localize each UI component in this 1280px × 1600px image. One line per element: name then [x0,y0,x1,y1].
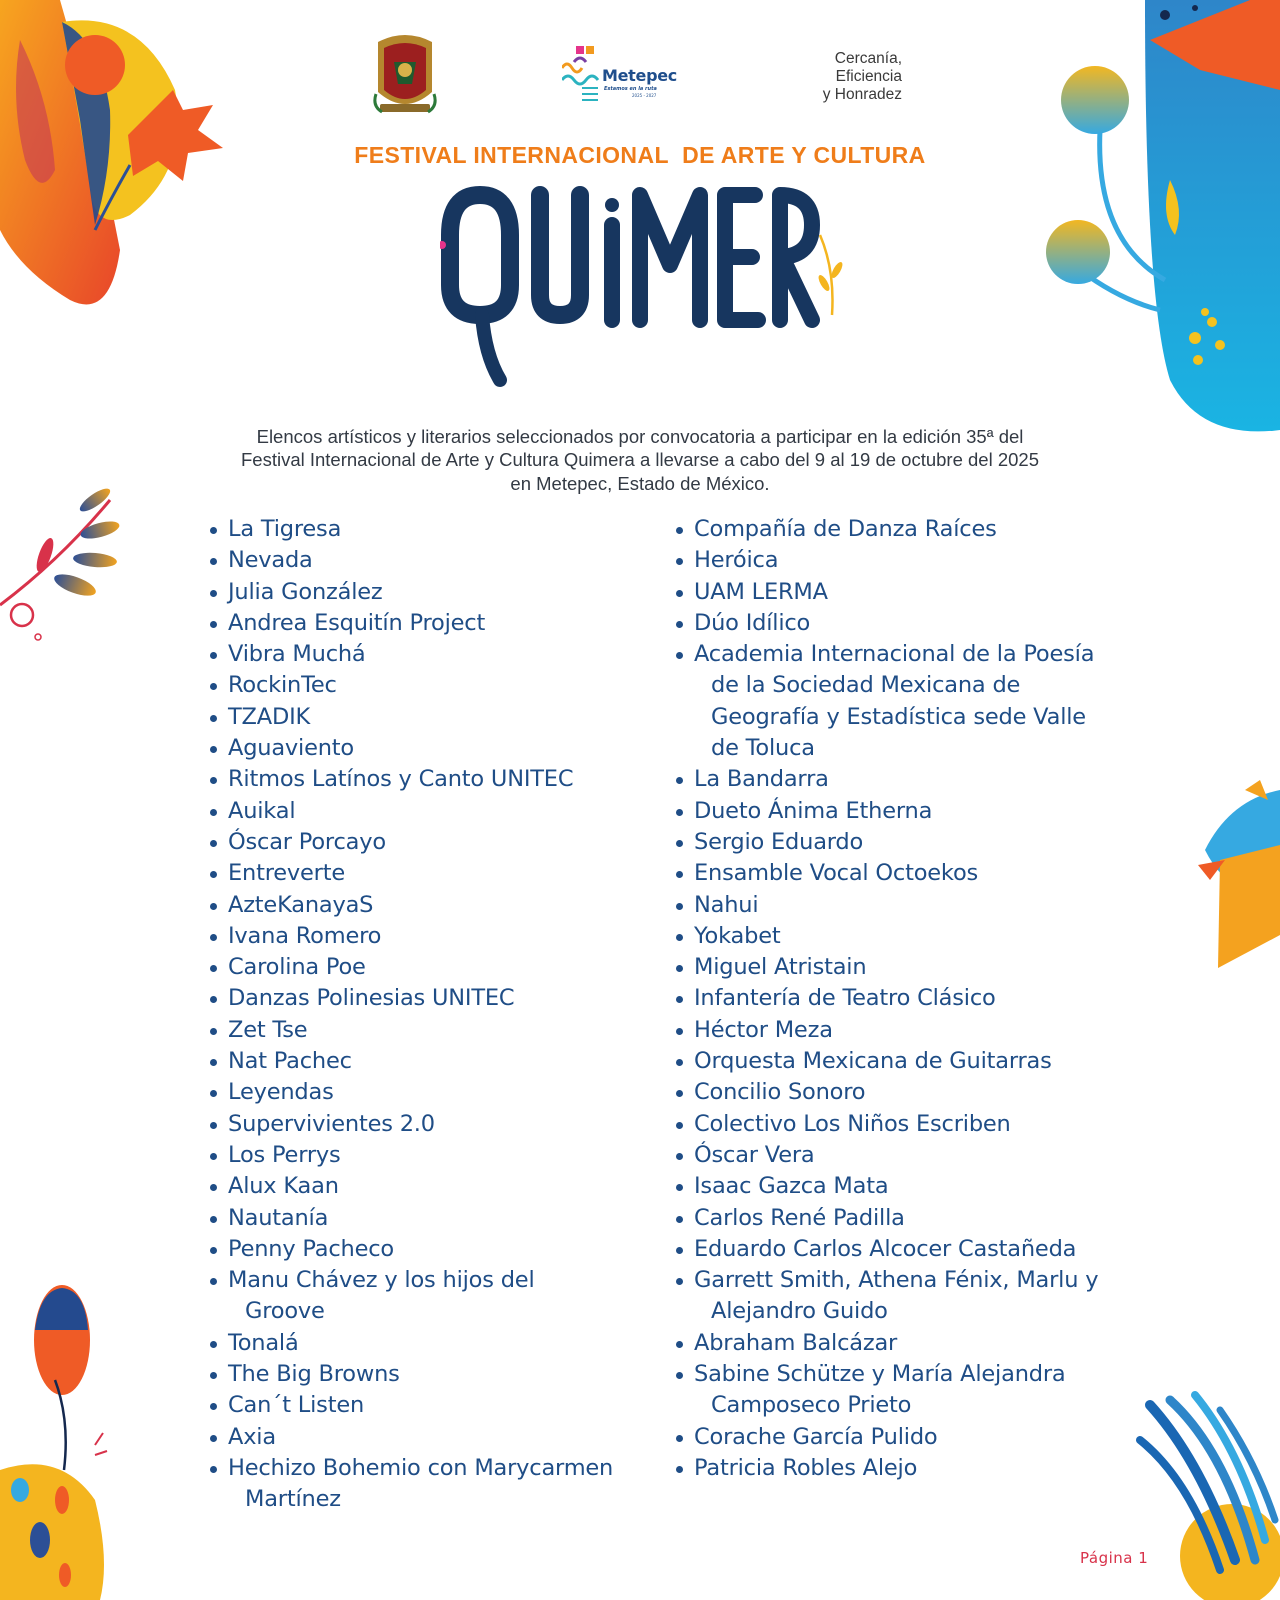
participant-item [674,1453,1149,1484]
participant-name: Heróica [694,547,779,574]
slogan [780,50,902,104]
participant-name: Ritmos Latínos y Canto UNITEC [228,766,574,793]
participant-name: Aguaviento [228,735,354,762]
participant-name: Supervivientes 2.0 [228,1110,435,1137]
participant-name: Julia González [228,578,383,605]
participant-item [674,983,1149,1014]
participant-name: Concilio Sonoro [694,1079,866,1106]
participant-name: Héctor Meza [694,1016,833,1043]
participant-item [674,1171,1149,1202]
intro-line: Elencos artísticos y literarios seleccionados por convocatoria a participar en la edición 35ª del [256,425,1024,447]
coat-of-arms-icon [372,32,438,118]
participant-name: Carolina Poe [228,954,366,981]
participant-name: Compañía de Danza Raíces [694,516,997,542]
participant-name: Danzas Polinesias UNITEC [228,985,515,1012]
participant-item [208,1203,648,1234]
participant-item [208,827,648,858]
participant-name: Dúo Idílico [694,609,811,636]
participant-item [208,1109,648,1140]
participant-name: Isaac Gazca Mata [694,1173,889,1200]
participant-name: Tonalá [228,1329,299,1356]
participant-item [208,1359,648,1390]
participant-item [208,577,648,608]
participant-item [674,1203,1149,1234]
participant-name: Nautanía [228,1204,329,1231]
participant-name: Carlos René Padilla [694,1204,905,1231]
participant-name: AzteKanayaS [228,891,374,918]
participant-item [674,639,1149,764]
participant-name: UAM LERMA [694,578,828,605]
participant-item [208,545,648,576]
participants-list-left [208,514,648,1516]
participant-item [208,733,648,764]
page-number: Página 1 [1080,1549,1149,1567]
participant-item [208,514,648,545]
participant-name: Alejandro Guido [711,1298,888,1325]
participant-name: Orquesta Mexicana de Guitarras [694,1048,1052,1075]
participant-item [674,1077,1149,1108]
participant-item [674,1422,1149,1453]
participant-name: Geografía y Estadística sede Valle [711,703,1086,730]
participant-name: Entreverte [228,860,345,887]
participant-name: Academia Internacional de la Poesía [694,641,1095,668]
participant-item [674,1234,1149,1265]
participant-item [208,702,648,733]
participant-name: Alux Kaan [228,1173,339,1200]
participant-name: La Bandarra [694,766,829,793]
participant-name: Auikal [228,797,296,824]
participant-name: Zet Tse [228,1016,308,1043]
participant-item [674,545,1149,576]
participant-item [674,764,1149,795]
participant-item [208,1234,648,1265]
participant-item [208,639,648,670]
participant-name: de Toluca [711,735,815,762]
intro-text [180,425,1100,496]
participant-item [674,796,1149,827]
participant-name: Nevada [228,547,313,574]
participant-name: de la Sociedad Mexicana de [711,672,1021,699]
participant-name: RockinTec [228,672,337,699]
participant-name: The Big Browns [228,1361,400,1388]
participant-item [208,1328,648,1359]
participant-name: Miguel Atristain [694,954,867,981]
participant-name: Eduardo Carlos Alcocer Castañeda [694,1235,1077,1262]
leaf-branch-icon [0,485,121,640]
festival-title: FESTIVAL INTERNACIONAL DE ARTE Y CULTURA [354,142,926,168]
participant-item [208,1140,648,1171]
participant-item [208,1015,648,1046]
participant-item [674,827,1149,858]
participant-name: Groove [245,1298,325,1325]
participant-name: Los Perrys [228,1141,341,1168]
participant-item [208,1077,648,1108]
participant-name: Sabine Schütze y María Alejandra [694,1361,1066,1388]
participant-name: Infantería de Teatro Clásico [694,985,996,1012]
participant-name: Ensamble Vocal Octoekos [694,860,979,887]
participant-name: Vibra Muchá [228,641,366,668]
participant-item [208,983,648,1014]
participant-item [674,952,1149,983]
participant-item [674,1265,1149,1328]
participant-name: Hechizo Bohemio con Marycarmen [228,1454,614,1481]
slogan-line: y Honradez [822,86,902,103]
metepec-logo-years: 2025 - 2027 [632,93,657,98]
metepec-pattern-icon [562,44,602,104]
participant-name: Colectivo Los Niños Escriben [694,1110,1011,1137]
participant-item [208,890,648,921]
participant-item [208,608,648,639]
participant-name: Manu Chávez y los hijos del [228,1267,535,1294]
participant-item [674,1109,1149,1140]
participant-name: Penny Pacheco [228,1235,394,1262]
participant-item [208,1422,648,1453]
participant-name: Ivana Romero [228,922,382,949]
participant-item [674,890,1149,921]
metepec-logo-tagline: Estamos en la ruta [604,86,657,92]
participant-name: Yokabet [694,922,781,949]
participant-item [208,1046,648,1077]
participant-name: Camposeco Prieto [711,1392,912,1419]
participant-name: Martínez [245,1486,341,1513]
participant-name: La Tigresa [228,516,342,542]
participant-name: Patricia Robles Alejo [694,1454,918,1481]
participant-name: Corache García Pulido [694,1423,938,1450]
participant-name: Can´t Listen [228,1392,365,1419]
participant-name: Óscar Vera [694,1141,815,1168]
participant-item [208,1265,648,1328]
participant-item [208,670,648,701]
participant-name: Abraham Balcázar [694,1329,898,1356]
intro-line: en Metepec, Estado de México. [510,472,770,494]
participant-item [674,577,1149,608]
participant-item [208,1171,648,1202]
slogan-line: Eficiencia [835,68,902,85]
intro-line: Festival Internacional de Arte y Cultura Quimera a llevarse a cabo del 9 al 19 de octubre del 2025 [240,449,1040,470]
participant-item [208,952,648,983]
participant-item [674,1046,1149,1077]
participants-list-right [674,514,1149,1484]
participant-item [674,1328,1149,1359]
slogan-line: Cercanía, [834,50,902,67]
bird-icon [1198,780,1280,968]
participant-item [674,1359,1149,1422]
participant-name: Nat Pachec [228,1048,352,1075]
participant-name: Óscar Porcayo [228,828,386,855]
participant-name: Leyendas [228,1079,334,1106]
participant-item [208,796,648,827]
participant-name: TZADIK [228,703,311,730]
participant-item [208,921,648,952]
metepec-logo-name: Metepec [602,66,677,85]
header-logos [0,30,1280,120]
participant-name: Andrea Esquitín Project [228,609,486,636]
fern-icon [1140,1395,1280,1600]
participant-item [674,921,1149,952]
participant-item [208,858,648,889]
participant-name: Garrett Smith, Athena Fénix, Marlu y [694,1267,1099,1294]
participant-name: Axia [228,1423,276,1450]
participant-item [208,1453,648,1516]
participant-item [674,514,1149,545]
participant-item [208,1390,648,1421]
participant-item [674,608,1149,639]
balloon-icon [0,1285,107,1600]
participant-item [674,1015,1149,1046]
participant-name: Sergio Eduardo [694,828,864,855]
quimera-wordmark-logo [440,175,850,397]
metepec-logo-icon [562,40,692,112]
participant-name: Nahui [694,891,759,918]
participant-item [674,858,1149,889]
participant-item [674,1140,1149,1171]
participant-item [208,764,648,795]
participant-name: Dueto Ánima Etherna [694,797,933,824]
